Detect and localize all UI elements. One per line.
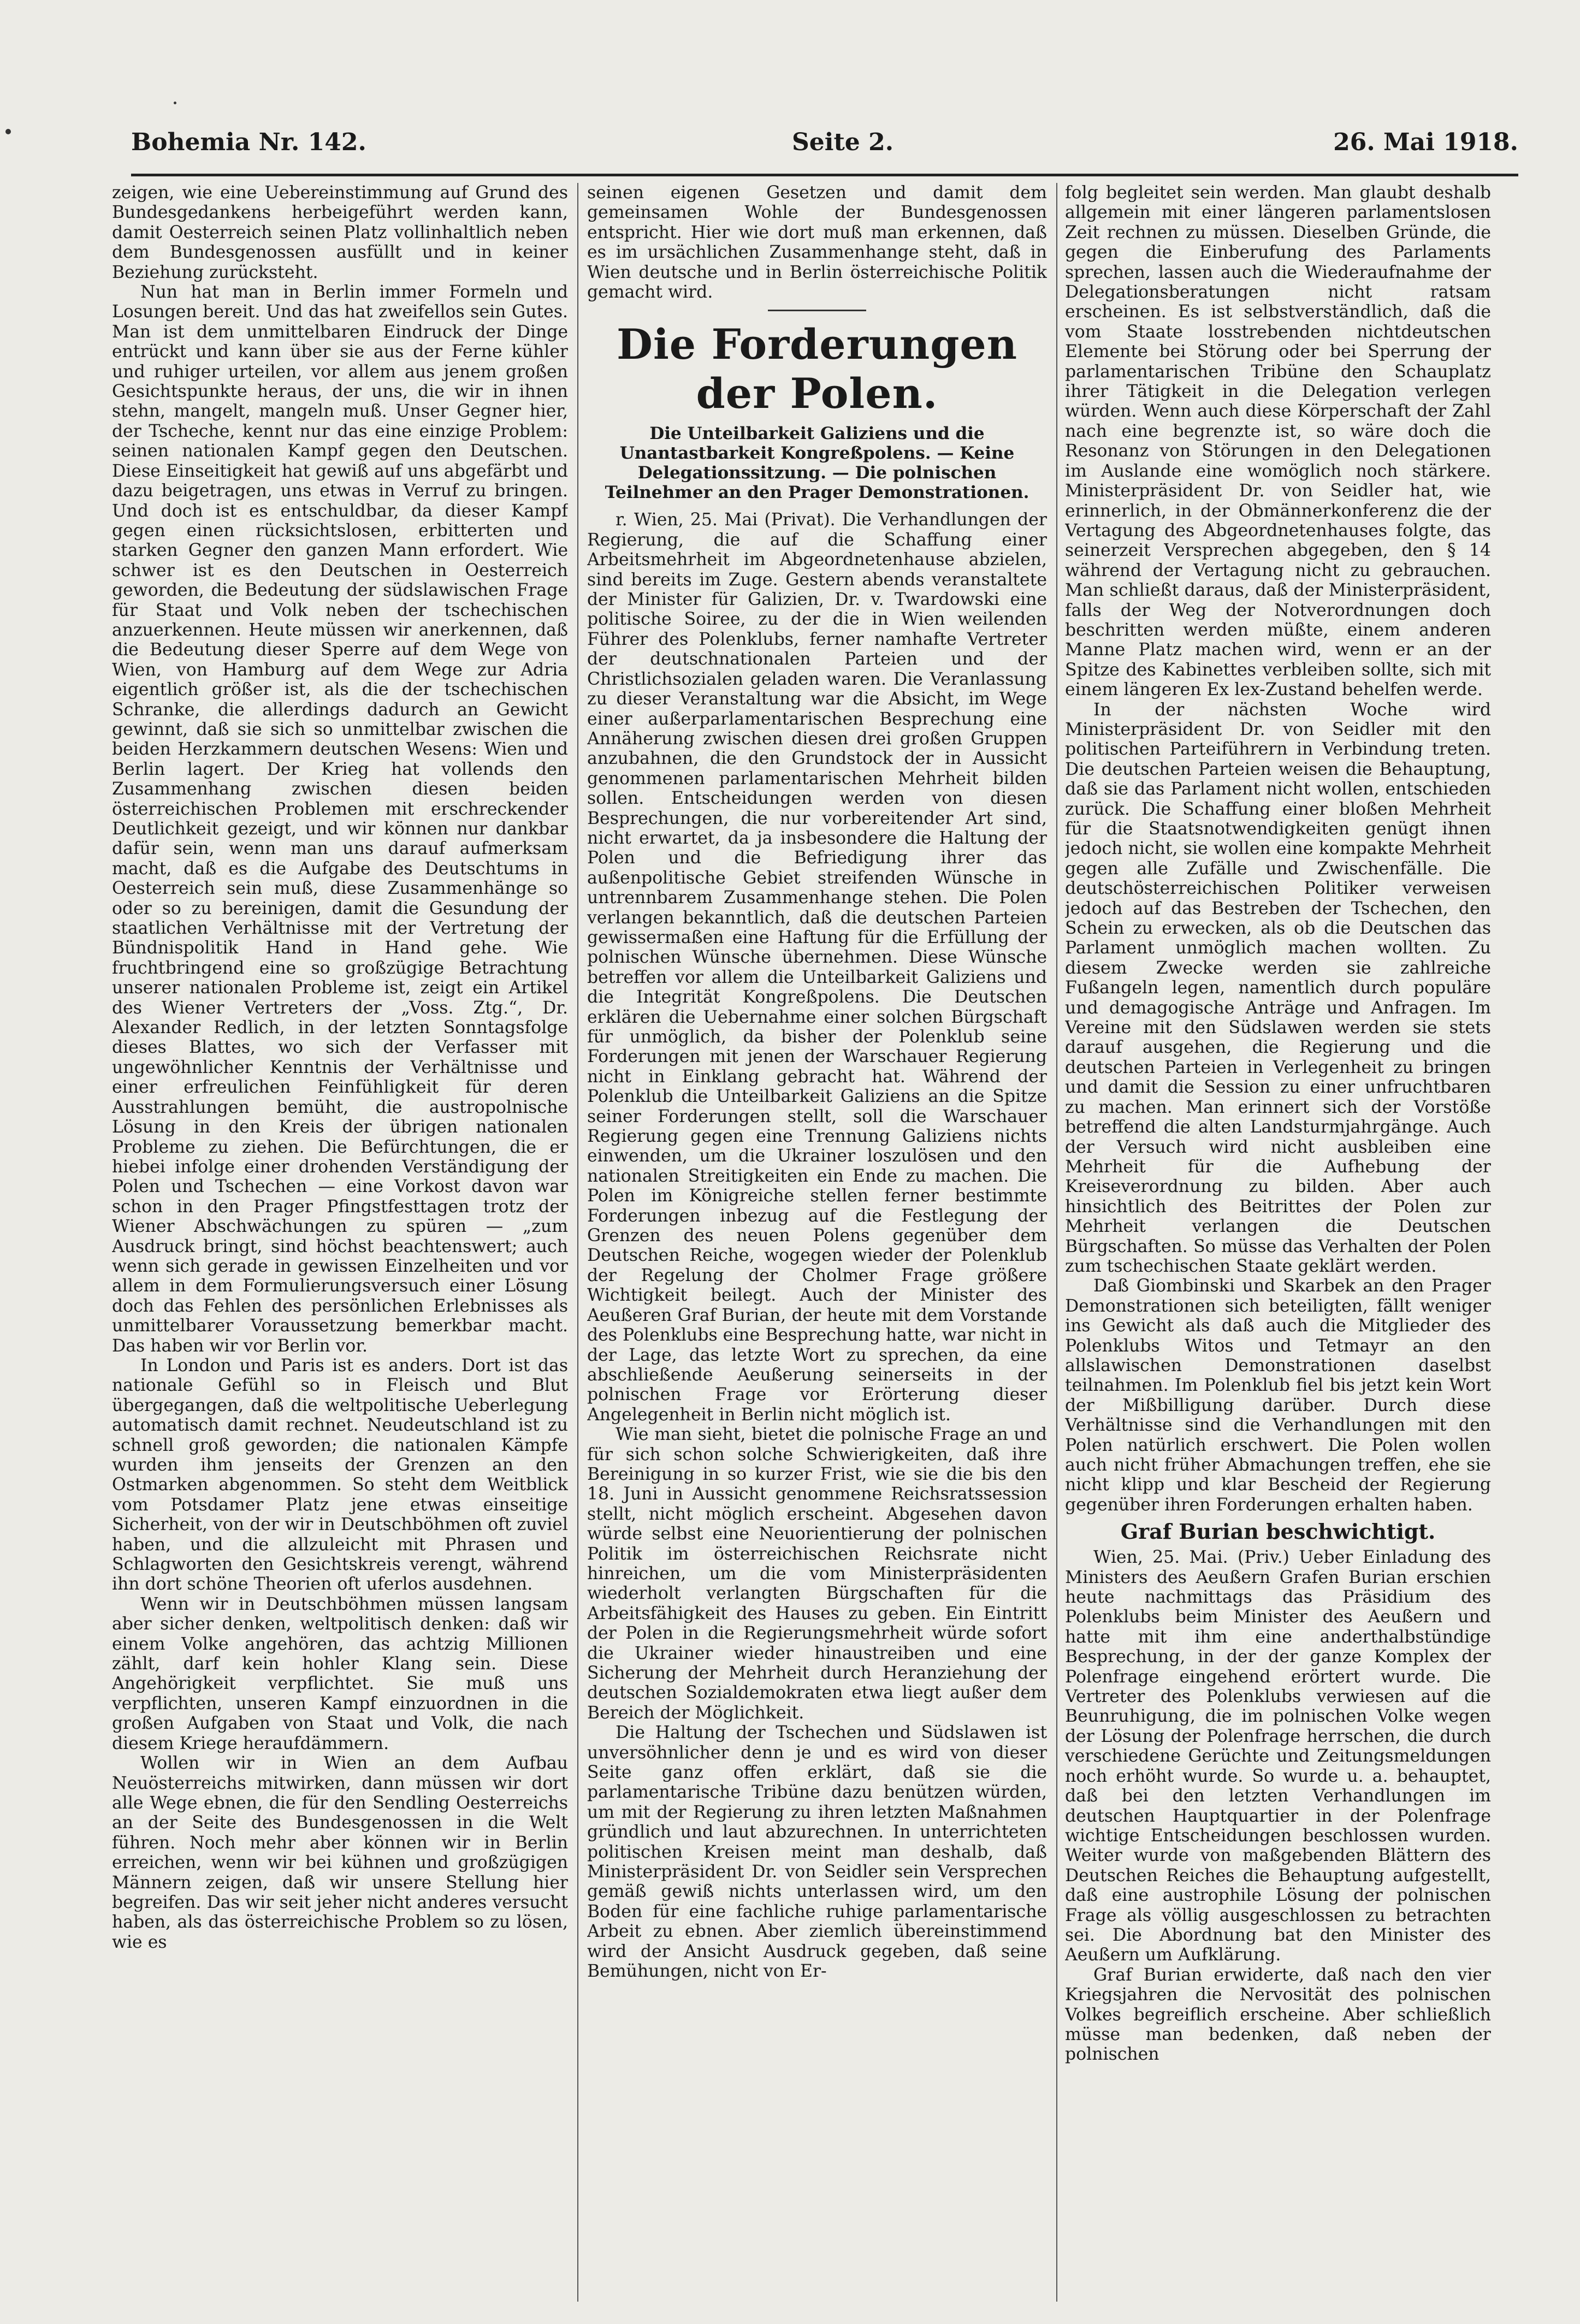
article-paragraph: folg begleitet sein werden. Man glaubt deshalb allgemein mit einer längeren parlamentslosen Zeit rechnen zu müssen. Dieselben Gründe, die gegen die Einberufung des Parlaments sprechen, lassen auch die Wiederaufnahme der Delegationsberatungen nicht ratsam erscheinen. Es ist selbstverständlich, daß die vom Staate losstrebenden nichtdeutschen Elemente bei Störung oder bei Sperrung der parlamentarischen Tribüne den Schauplatz ihrer Tätigkeit in die Delegation verlegen würden. Wenn auch diese Körperschaft der Zahl nach eine begrenzte ist, so wäre doch die Resonanz von Störungen in den Delegationen im Auslande eine womöglich noch stärkere. Ministerpräsident Dr. von Seidler hat, wie erinnerlich, in der Obmännerkonferenz die der Vertagung des Abgeordnetenhauses folgte, das seinerzeit Versprechen abgegeben, den § 14 während der Vertagung nicht zu gebrauchen. Man schließt daraus, daß der Ministerpräsident, falls der Weg der Notverordnungen doch beschritten werden müßte, einem anderen Manne Platz machen wird, wenn er an der Spitze des Kabinettes verbleiben sollte, sich mit einem längeren Ex lex-Zustand behelfen werde. <box>1065 183 1491 700</box>
article-paragraph: In der nächsten Woche wird Ministerpräsident Dr. von Seidler mit den politischen Parteiführern in Verbindung treten. Die deutschen Parteien weisen die Behauptung, daß sie das Parlament nicht wollen, entschieden zurück. Die Schaffung einer bloßen Mehrheit für die Staatsnotwendigkeiten genügt ihnen jedoch nicht, sie wollen eine kompakte Mehrheit gegen alle Zufälle und Zwischenfälle. Die deutschösterreichischen Politiker verweisen jedoch auf das Bestreben der Tschechen, den Schein zu erwecken, als ob die Deutschen das Parlament unmöglich machen wollten. Zu diesem Zwecke werden sie zahlreiche Fußangeln legen, namentlich durch populäre und demagogische Anträge und Anfragen. Im Vereine mit den Südslawen werden sie stets darauf ausgehen, die Regierung und die deutschen Parteien in Verlegenheit zu bringen und damit die Session zu einer unfruchtbaren zu machen. Man erinnert sich der Vorstöße betreffend die alten Landsturmjahrgänge. Auch der Versuch wird nicht ausbleiben eine Mehrheit für die Aufhebung der Kreiseverordnung zu bilden. Aber auch hinsichtlich des Beitrittes der Polen zur Mehrheit verlangen die Deutschen Bürgschaften. So müsse das Verhalten der Polen zum tschechischen Staate geklärt werden. <box>1065 699 1491 1276</box>
column-3 <box>1065 183 1491 2302</box>
scan-speck <box>174 102 176 104</box>
article-paragraph: zeigen, wie eine Uebereinstimmung auf Grund des Bundesgedankens herbeigeführt werden kann, damit Oesterreich seinen Platz vollinhaltlich neben dem Bundesgenossen ausfüllt und in keiner Beziehung zurücksteht. <box>112 183 568 282</box>
scan-speck <box>5 129 11 134</box>
article-paragraph: Daß Giombinski und Skarbek an den Prager Demonstrationen sich beteiligten, fällt weniger ins Gewicht als daß auch die Mitglieder des Polenklubs Witos und Tetmayr an den allslawischen Demonstrationen daselbst teilnahmen. Im Polenklub fiel bis jetzt kein Wort der Mißbilligung darüber. Durch diese Verhältnisse sind die Verhandlungen mit den Polen natürlich erschwert. Die Polen wollen auch nicht früher Abmachungen treffen, ehe sie nicht klipp und klar Bescheid der Regierung gegenüber ihren Forderungen erhalten haben. <box>1065 1276 1491 1515</box>
article-paragraph: Graf Burian erwiderte, daß nach den vier Kriegsjahren die Nervosität des polnischen Volkes begreiflich erscheine. Aber schließlich müsse man bedenken, daß neben der polnischen <box>1065 1965 1491 2065</box>
article-paragraph: Die Haltung der Tschechen und Südslawen ist unversöhnlicher denn je und es wird von dieser Seite ganz offen erklärt, daß sie die parlamentarische Tribüne dazu benützen würden, um mit der Regierung zu ihren letzten Maßnahmen gründlich und laut abzurechnen. In unterrichteten politischen Kreisen meint man deshalb, daß Ministerpräsident Dr. von Seidler sein Versprechen gemäß gewiß nichts unterlassen wird, um den Boden für eine fachliche ruhige parlamentarische Arbeit zu ebnen. Aber ziemlich übereinstimmend wird der Ansicht Ausdruck gegeben, daß seine Bemühungen, nicht von Er- <box>587 1723 1047 1982</box>
article-paragraph: Nun hat man in Berlin immer Formeln und Losungen bereit. Und das hat zweifellos sein Gutes. Man ist dem unmittelbaren Eindruck der Dinge entrückt und kann über sie aus der Ferne kühler und ruhiger urteilen, vor allem aus jenem großen Gesichtspunkte heraus, der uns, die wir in ihnen stehn, mangelt, mangeln muß. Unser Gegner hier, der Tscheche, kennt nur das eine einzige Problem: seinen nationalen Kampf gegen den Deutschen. Diese Einseitigkeit hat gewiß auf uns abgefärbt und dazu beigetragen, uns etwas in Verruf zu bringen. Und doch ist es entschuldbar, da dieser Kampf gegen einen rücksichtslosen, erbitterten und starken Gegner den ganzen Mann erfordert. Wie schwer ist es den Deutschen in Oesterreich geworden, die Bedeutung der südslawischen Frage für Staat und Volk neben der tschechischen anzuerkennen. Heute müssen wir anerkennen, daß die Bedeutung dieser Sperre auf dem Wege von Wien, von Hamburg auf dem Wege zur Adria eigentlich größer ist, als die der tschechischen Schranke, die allerdings dadurch an Gewicht gewinnt, daß sie sich so unmittelbar zwischen die beiden Herzkammern deutschen Wesens: Wien und Berlin lagert. Der Krieg hat vollends den Zusammenhang zwischen diesen beiden österreichischen Problemen mit erschreckender Deutlichkeit gezeigt, und wir können nur dankbar dafür sein, wenn man uns darauf aufmerksam macht, daß es die Aufgabe des Deutschtums in Oesterreich sein muß, diese Zusammenhänge so oder so zu bereinigen, damit die Gesundung der staatlichen Verhältnisse mit der Vertretung der Bündnispolitik Hand in Hand gehe. Wie fruchtbringend eine so großzügige Betrachtung unserer nationalen Probleme ist, zeigt ein Artikel des Wiener Vertreters der „Voss. Ztg.“, Dr. Alexander Redlich, in der letzten Sonntagsfolge dieses Blattes, wo sich der Verfasser mit ungewöhnlicher Kenntnis der Verhältnisse und einer erfreulichen Feinfühligkeit für deren Ausstrahlungen bemüht, die austropolnische Lösung in den Kreis der übrigen nationalen Probleme zu ziehen. Die Befürchtungen, die er hiebei infolge einer drohenden Verständigung der Polen und Tschechen — eine Vorkost davon war schon in den Prager Pfingstfesttagen trotz der Wiener Abschwächungen zu spüren — „zum Ausdruck bringt, sind höchst beachtenswert; auch wenn sich gerade in gewissen Einzelheiten und vor allem in dem Formulierungsversuch einer Lösung doch das Fehlen des persönlichen Erlebnisses als unmittelbarer Voraussetzung bemerkbar macht. Das haben wir vor Berlin vor. <box>112 282 568 1356</box>
article-paragraph: seinen eigenen Gesetzen und damit dem gemeinsamen Wohle der Bundesgenossen entspricht. Hier wie dort muß man erkennen, daß es im ursächlichen Zusammenhange steht, daß in Wien deutsche und in Berlin österreichische Politik gemacht wird. <box>587 183 1047 303</box>
article-headline: Die Forderungen der Polen. <box>617 320 1017 418</box>
column-divider <box>1056 183 1057 2302</box>
header-rule <box>131 174 1518 176</box>
column-2 <box>587 183 1047 2302</box>
masthead-issue: Bohemia Nr. 142. <box>131 128 366 156</box>
article-paragraph: Wenn wir in Deutschböhmen müssen langsam aber sicher denken, weltpolitisch denken: daß wir einem Volke angehören, das achtzig Millionen zählt, darf kein hohler Klang sein. Diese Angehörigkeit verpflichtet. Sie muß uns verpflichten, unseren Kampf einzuordnen in die großen Aufgaben von Staat und Volk, die nach diesem Kriege heraufdämmern. <box>112 1594 568 1753</box>
article-paragraph: In London und Paris ist es anders. Dort ist das nationale Gefühl so in Fleisch und Blut übergegangen, daß die weltpolitische Ueberlegung automatisch damit rechnet. Neudeutschland ist zu schnell groß geworden; die nationalen Kämpfe wurden ihm jenseits der Grenzen an den Ostmarken abgenommen. So steht dem Weitblick vom Potsdamer Platz jene etwas einseitige Sicherheit, von der wir in Deutschböhmen oft zuviel haben, und die allzuleicht mit Phrasen und Schlagworten den Gesichtskreis verengt, während ihn dort schöne Theorien oft uferlos ausdehnen. <box>112 1355 568 1594</box>
column-1 <box>112 183 568 2302</box>
column-divider <box>577 183 578 2302</box>
article-paragraph: Wollen wir in Wien an dem Aufbau Neuösterreichs mitwirken, dann müssen wir dort alle Wege ebnen, die für den Sendling Oesterreichs an der Seite des Bundesgenossen in die Welt führen. Noch mehr aber können wir in Berlin erreichen, wenn wir bei kühnen und großzügigen Männern zeigen, daß wir unsere Stellung hier begreifen. Das wir seit jeher nicht anderes versucht haben, als das österreichische Problem so zu lösen, wie es <box>112 1753 568 1952</box>
issue-date: 26. Mai 1918. <box>1333 128 1518 156</box>
section-subheading: Graf Burian beschwichtigt. <box>1120 1519 1436 1544</box>
page-number: Seite 2. <box>792 128 894 156</box>
article-deck: Die Unteilbarkeit Galiziens und die Unantastbarkeit Kongreßpolens. — Keine Delegationssitzung. — Die polnischen Teilnehmer an den Prager Demonstrationen. <box>605 424 1029 503</box>
page-header <box>131 123 1518 167</box>
article-paragraph: Wie man sieht, bietet die polnische Frage an und für sich schon solche Schwierigkeiten, daß ihre Bereinigung in so kurzer Frist, wie sie die bis den 18. Juni in Aussicht genommene Reichsratssession stellt, nicht möglich erscheint. Abgesehen davon würde selbst eine Neuorientierung der polnischen Politik im österreichischen Reichsrate nicht hinreichen, um die vom Ministerpräsidenten wiederholt verlangten Bürgschaften für die Arbeitsfähigkeit des Hauses zu geben. Ein Eintritt der Polen in die Regierungsmehrheit würde sofort die Ukrainer wieder hinaustreiben und eine Sicherung der Mehrheit durch Heranziehung der deutschen Sozialdemokraten etwa liegt außer dem Bereich der Möglichkeit. <box>587 1425 1047 1723</box>
article-paragraph: r. Wien, 25. Mai (Privat). Die Verhandlungen der Regierung, die auf die Schaffung einer Arbeitsmehrheit im Abgeordnetenhause abzielen, sind bereits im Zuge. Gestern abends veranstaltete der Minister für Galizien, Dr. v. Twardowski eine politische Soiree, zu der die in Wien weilenden Führer des Polenklubs, ferner namhafte Vertreter der deutschnationalen Parteien und der Christlichsozialen geladen waren. Die Veranlassung zu dieser Veranstaltung war die Absicht, im Wege einer außerparlamentarischen Besprechung eine Annäherung zwischen diesen drei großen Gruppen anzubahnen, die den Grundstock der in Aussicht genommenen parlamentarischen Mehrheit bilden sollen. Entscheidungen werden von diesen Besprechungen, die nur vorbereitender Art sind, nicht erwartet, da ja insbesondere die Haltung der Polen und die Befriedigung ihrer das außenpolitische Gebiet streifenden Wünsche in untrennbarem Zusammenhange stehen. Die Polen verlangen bekanntlich, daß die deutschen Parteien gewissermaßen eine Haftung für die Erfüllung der polnischen Wünsche übernehmen. Diese Wünsche betreffen vor allem die Unteilbarkeit Galiziens und die Integrität Kongreßpolens. Die Deutschen erklären die Uebernahme einer solchen Bürgschaft für unmöglich, da bisher der Polenklub seine Forderungen mit jenen der Warschauer Regierung nicht in Einklang gebracht hat. Während der Polenklub die Unteilbarkeit Galiziens an die Spitze seiner Forderungen stellt, soll die Warschauer Regierung gegen eine Trennung Galiziens nichts einwenden, um die Ukrainer loszulösen und den nationalen Streitigkeiten ein Ende zu machen. Die Polen im Königreiche stellen ferner bestimmte Forderungen inbezug auf die Festlegung der Grenzen des neuen Polens gegenüber dem Deutschen Reiche, wogegen wieder der Polenklub der Regelung der Cholmer Frage größere Wichtigkeit beilegt. Auch der Minister des Aeußeren Graf Burian, der heute mit dem Vorstande des Polenklubs eine Besprechung hatte, war nicht in der Lage, das letzte Wort zu sprechen, da eine abschließende Aeußerung seinerseits in der polnischen Frage vor Erörterung dieser Angelegenheit in Berlin nicht möglich ist. <box>587 510 1047 1425</box>
article-paragraph: Wien, 25. Mai. (Priv.) Ueber Einladung des Ministers des Aeußern Grafen Burian erschien heute nachmittags das Präsidium des Polenklubs beim Minister des Aeußern und hatte mit ihm eine anderthalbstündige Besprechung, in der der ganze Komplex der Polenfrage eingehend erörtert wurde. Die Vertreter des Polenklubs verwiesen auf die Beunruhigung, die im polnischen Volke wegen der Lösung der Polenfrage herrschen, die durch verschiedene Gerüchte und Zeitungsmeldungen noch erhöht wurde. So wurde u. a. behauptet, daß bei den letzten Verhandlungen im deutschen Hauptquartier in der Polenfrage wichtige Entscheidungen beschlossen wurden. Weiter wurde von maßgebenden Blättern des Deutschen Reiches die Behauptung aufgestellt, daß eine austrophile Lösung der polnischen Frage als völlig ausgeschlossen zu betrachten sei. Die Abordnung bat den Minister des Aeußern um Aufklärung. <box>1065 1548 1491 1965</box>
section-divider <box>768 310 866 311</box>
